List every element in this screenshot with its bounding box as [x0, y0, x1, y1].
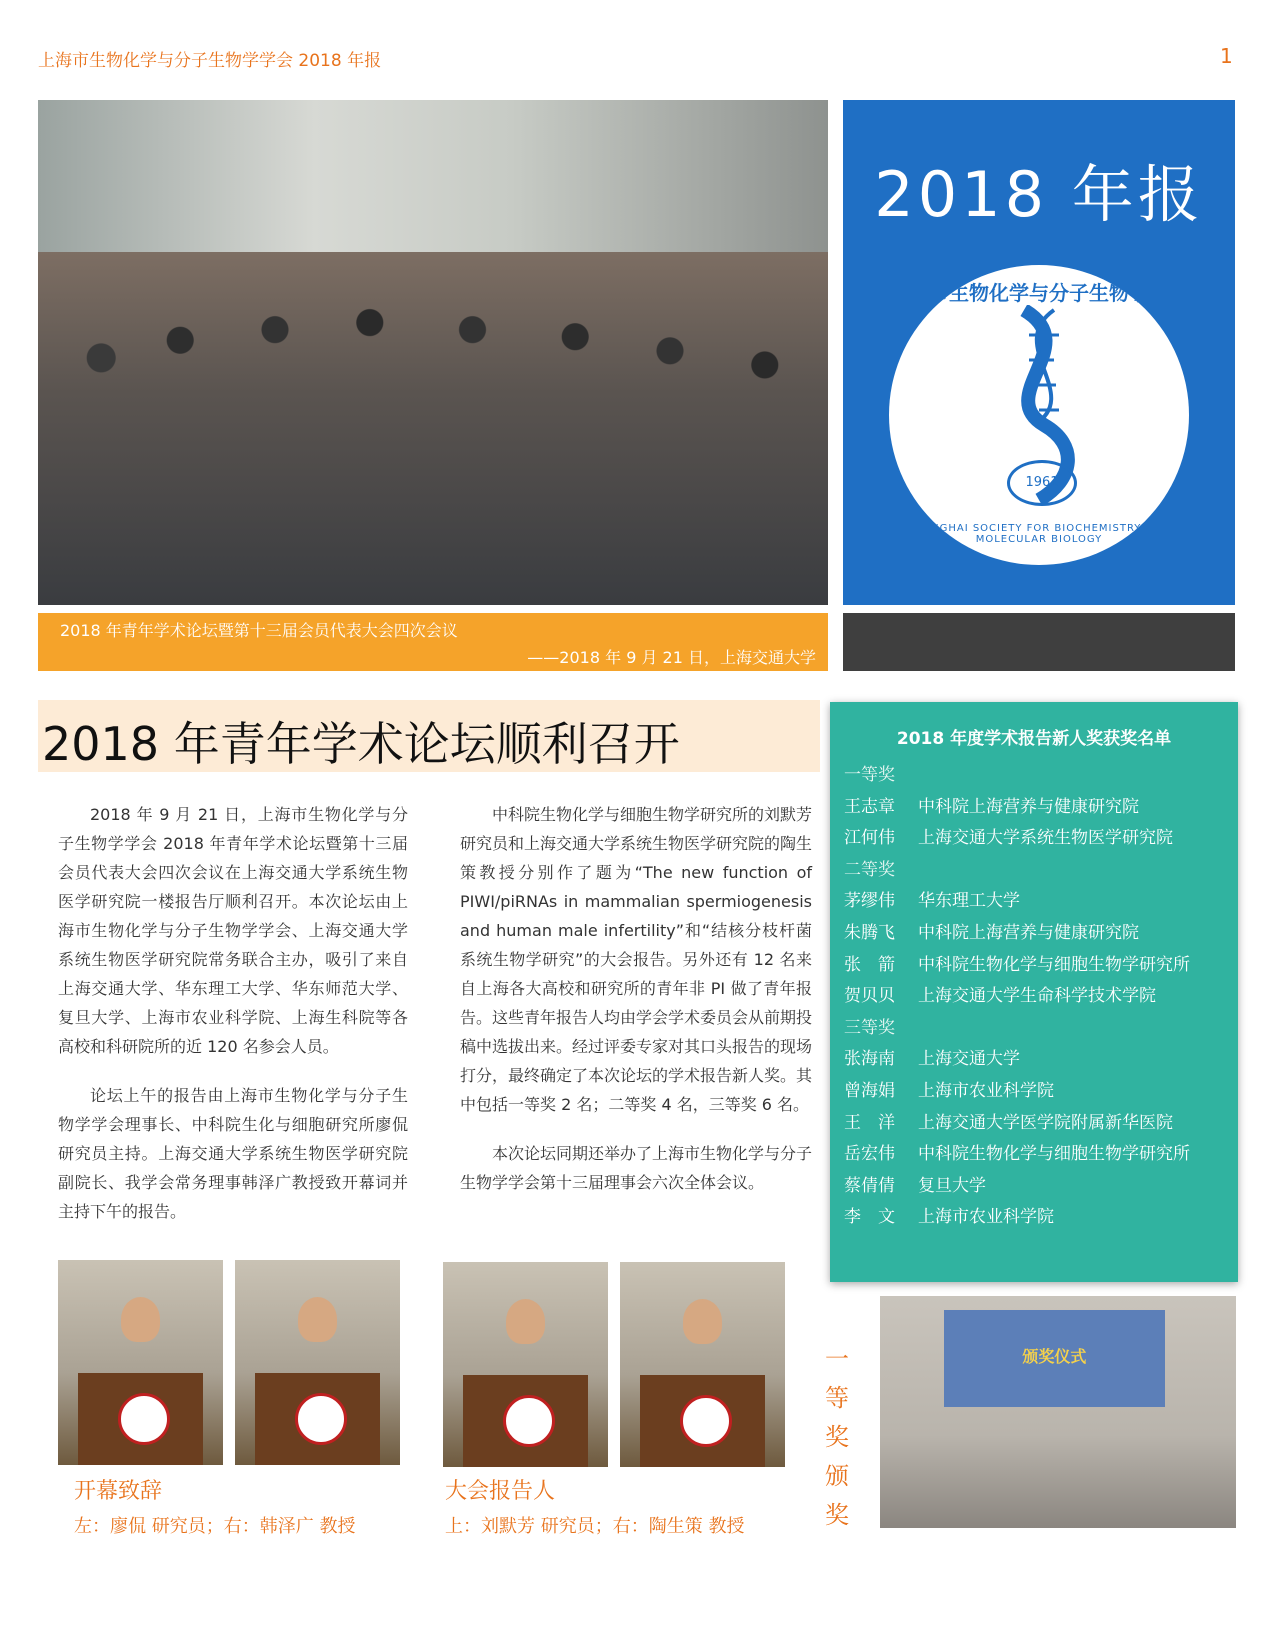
- speakers-caption-subtitle: 上：刘默芳 研究员；右：陶生策 教授: [445, 1516, 745, 1537]
- opening-speaker-photo-left: [58, 1260, 223, 1465]
- caption-event: 2018 年青年学术论坛暨第十三届会员代表大会四次会议: [60, 621, 458, 640]
- award-list-panel: [830, 702, 1238, 1282]
- person-figure: [683, 1299, 723, 1344]
- university-seal-icon: [118, 1393, 170, 1445]
- winner-name: 茅缪伟: [844, 891, 895, 912]
- photo-crowd: [38, 252, 828, 606]
- person-figure: [298, 1297, 338, 1342]
- article-column-right: [460, 800, 812, 1217]
- winner-org: 中科院上海营养与健康研究院: [918, 922, 1139, 943]
- winner-name: 蔡倩倩: [844, 1175, 895, 1196]
- article-column-left: [58, 800, 408, 1246]
- opening-caption-subtitle: 左：廖侃 研究员；右：韩泽广 教授: [74, 1516, 356, 1537]
- vertical-caption-char: 奖: [825, 1423, 849, 1451]
- logo-chinese-name: 上海市生物化学与分子生物学学会: [889, 281, 1189, 305]
- vertical-caption-char: 等: [825, 1384, 849, 1412]
- winner-org: 中科院生物化学与细胞生物学研究所: [918, 954, 1190, 975]
- winner-org: 上海交通大学系统生物医学研究院: [918, 828, 1173, 849]
- award-winner: [844, 950, 1190, 982]
- cover-year-title: 2018 年报: [874, 158, 1204, 231]
- screen-text: 颁奖仪式: [1022, 1347, 1087, 1366]
- award-list-title: 2018 年度学术报告新人奖获奖名单: [896, 729, 1172, 749]
- award-winner: [844, 1044, 1190, 1076]
- vertical-caption-char: 一: [825, 1345, 849, 1373]
- award-winner: [844, 823, 1190, 855]
- winner-org: 上海交通大学: [918, 1049, 1020, 1070]
- award-winner: [844, 792, 1190, 824]
- winner-org: 中科院上海营养与健康研究院: [918, 796, 1139, 817]
- winner-name: 张海南: [844, 1049, 895, 1070]
- award-winner: [844, 1139, 1190, 1171]
- winner-org: 中科院生物化学与细胞生物学研究所: [918, 1144, 1190, 1165]
- article-paragraph: 中科院生物化学与细胞生物学研究所的刘默芳研究员和上海交通大学系统生物医学研究院的陶生策教授分别作了题为“The new function of PIWI/piRNAs in mammalian spermiogenesis and human male infertility”和“结核分枝杆菌系统生物学研究”的大会报告。另外还有 12 名来自上海各大高校和研究所的青年非 PI 做了青年报告。这些青年报告人均由学会学术委员会从前期投稿中选拔出来。经过评委专家对其口头报告的现场打分，最终确定了本次论坛的学术报告新人奖。其中包括一等奖 2 名；二等奖 4 名，三等奖 6 名。: [460, 805, 813, 1114]
- award-list: [844, 760, 1190, 1234]
- article-paragraph: 本次论坛同期还举办了上海市生物化学与分子生物学学会第十三届理事会六次全体会议。: [460, 1144, 813, 1192]
- person-figure: [121, 1297, 161, 1342]
- winner-name: 岳宏伟: [844, 1144, 895, 1165]
- speakers-caption-title: 大会报告人: [445, 1479, 556, 1504]
- logo-english-name: SHANGHAI SOCIETY FOR BIOCHEMISTRY AND MOLECULAR BIOLOGY: [907, 523, 1171, 545]
- winner-name: 朱腾飞: [844, 922, 895, 943]
- winner-name: 贺贝贝: [844, 986, 895, 1007]
- keynote-speaker-photo-left: [443, 1262, 608, 1467]
- winner-org: 华东理工大学: [918, 891, 1020, 912]
- vertical-caption-char: 颁: [825, 1462, 849, 1490]
- winner-name: 张 箭: [844, 954, 895, 975]
- winner-org: 复旦大学: [918, 1175, 986, 1196]
- award-winner: [844, 886, 1190, 918]
- winner-name: 李 文: [844, 1207, 895, 1228]
- logo-founded-year: 1961: [1007, 460, 1077, 506]
- page-number: 1: [1220, 44, 1233, 68]
- article-headline: 2018 年青年学术论坛顺利召开: [42, 717, 680, 771]
- cover-panel: [843, 100, 1235, 605]
- award-level-label: 三等奖: [844, 1017, 895, 1038]
- winner-name: 王志章: [844, 796, 895, 817]
- keynote-speaker-photo-right: [620, 1262, 785, 1467]
- caption-date-place: ——2018 年 9 月 21 日，上海交通大学: [527, 648, 816, 667]
- opening-caption-title: 开幕致辞: [74, 1479, 163, 1504]
- university-seal-icon: [680, 1395, 732, 1447]
- ceremony-vertical-caption: [822, 1340, 852, 1535]
- group-photo: [38, 100, 828, 605]
- award-winner: [844, 981, 1190, 1013]
- winner-name: 江何伟: [844, 828, 895, 849]
- award-winner: [844, 1076, 1190, 1108]
- award-winner: [844, 1108, 1190, 1140]
- award-winner: [844, 918, 1190, 950]
- award-ceremony-photo: [880, 1296, 1236, 1528]
- winner-org: 上海交通大学医学院附属新华医院: [918, 1112, 1173, 1133]
- winner-org: 上海交通大学生命科学技术学院: [918, 986, 1156, 1007]
- award-winner: [844, 1202, 1190, 1234]
- winner-name: 曾海娟: [844, 1080, 895, 1101]
- projection-screen: [944, 1310, 1165, 1407]
- opening-speaker-photo-right: [235, 1260, 400, 1465]
- winner-name: 王 洋: [844, 1112, 895, 1133]
- university-seal-icon: [503, 1395, 555, 1447]
- dark-accent-bar: [843, 613, 1235, 671]
- award-winner: [844, 1171, 1190, 1203]
- article-paragraph: 论坛上午的报告由上海市生物化学与分子生物学学会理事长、中科院生化与细胞研究所廖侃研究员主持。上海交通大学系统生物医学研究院副院长、我学会常务理事韩泽广教授致开幕词并主持下午的报告。: [58, 1086, 408, 1221]
- article-paragraph: 2018 年 9 月 21 日，上海市生物化学与分子生物学学会 2018 年青年学术论坛暨第十三届会员代表大会四次会议在上海交通大学系统生物医学研究院一楼报告厅顺利召开。本次论坛由上海市生物化学与分子生物学学会、上海交通大学系统生物医学研究院常务联合主办，吸引了来自上海交通大学、华东理工大学、华东师范大学、复旦大学、上海市农业科学院、上海生科院等各高校和科研院所的近 120 名参会人员。: [58, 805, 408, 1056]
- winner-org: 上海市农业科学院: [918, 1080, 1054, 1101]
- winner-org: 上海市农业科学院: [918, 1207, 1054, 1228]
- person-figure: [506, 1299, 546, 1344]
- society-logo: [889, 265, 1189, 565]
- award-level-label: 二等奖: [844, 859, 895, 880]
- page-header-title: 上海市生物化学与分子生物学学会 2018 年报: [38, 51, 382, 71]
- photo-caption-bar: [38, 613, 828, 671]
- award-level-label: 一等奖: [844, 765, 895, 785]
- headline-box: [38, 700, 820, 772]
- vertical-caption-char: 奖: [825, 1501, 849, 1529]
- university-seal-icon: [295, 1393, 347, 1445]
